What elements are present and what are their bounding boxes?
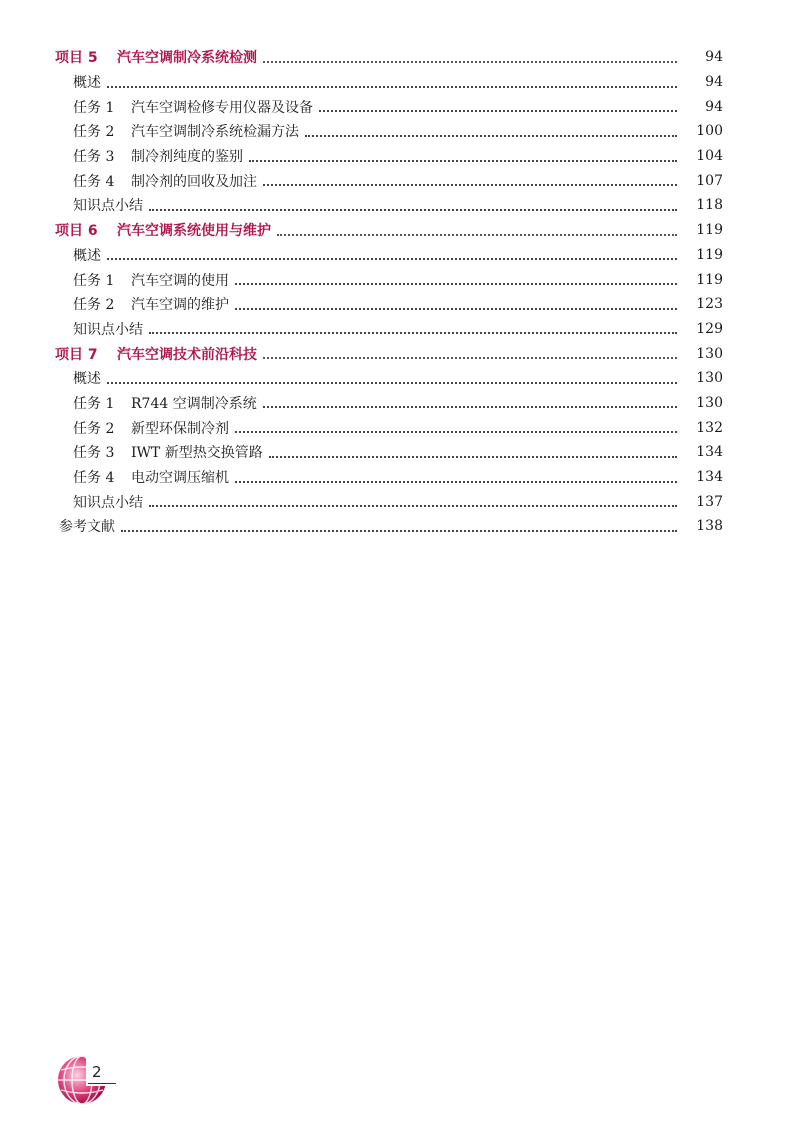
dot-leader: [107, 257, 677, 260]
dot-leader: [235, 282, 677, 285]
dot-leader: [263, 183, 677, 186]
dot-leader: [149, 504, 677, 507]
toc-entry-label: [0, 245, 101, 265]
toc-entry-title: 知识点小结: [73, 198, 143, 215]
toc-entry-label: [0, 121, 299, 141]
toc-entry-label: [0, 270, 229, 290]
toc-entry-page: 137: [696, 493, 723, 510]
toc-entry-number: 任务 2: [73, 420, 115, 437]
toc-entry-page: 100: [696, 123, 723, 140]
toc-entry[interactable]: [0, 193, 790, 218]
toc-entry-page: 119: [696, 271, 723, 288]
toc-entry-title: 制冷剂的回收及加注: [131, 173, 257, 190]
toc-entry-label: [0, 195, 143, 215]
toc-entry-title: 汽车空调检修专用仪器及设备: [131, 99, 313, 116]
toc-entry[interactable]: [0, 317, 790, 342]
dot-leader: [263, 356, 677, 359]
toc-entry-number: 任务 2: [73, 124, 115, 141]
toc-entry-title: R744 空调制冷系统: [131, 395, 257, 412]
toc-entry-label: [0, 393, 257, 413]
toc-entry-label: [0, 319, 143, 339]
toc-entry[interactable]: [0, 243, 790, 268]
toc-entry-page: 134: [696, 444, 723, 461]
toc-entry-page: 123: [696, 296, 723, 313]
toc-entry-label: [0, 516, 115, 536]
toc-entry-page: 94: [705, 49, 723, 66]
toc-entry-title: 概述: [73, 75, 101, 92]
page-number-rule: [88, 1083, 116, 1084]
toc-entry-label: [0, 47, 257, 67]
toc-entry-number: 项目 6: [55, 223, 98, 240]
dot-leader: [121, 529, 677, 532]
toc-entry-title: 新型环保制冷剂: [131, 420, 229, 437]
toc-entry-title: 汽车空调制冷系统检测: [117, 50, 257, 67]
toc-entry-number: 项目 7: [55, 346, 98, 363]
toc-project-entry[interactable]: [0, 218, 790, 243]
dot-leader: [107, 85, 677, 88]
toc-project-entry[interactable]: [0, 341, 790, 366]
toc-entry[interactable]: [0, 119, 790, 144]
dot-leader: [263, 60, 677, 63]
toc-entry-label: [0, 72, 101, 92]
toc-entry[interactable]: [0, 489, 790, 514]
dot-leader: [277, 233, 677, 236]
table-of-contents: [0, 45, 790, 539]
toc-entry-page: 130: [696, 370, 723, 387]
toc-entry-title: 汽车空调制冷系统检漏方法: [131, 124, 299, 141]
toc-entry-label: [0, 442, 263, 462]
toc-entry-title: 参考文献: [59, 519, 115, 536]
toc-entry-label: [0, 368, 101, 388]
dot-leader: [107, 381, 677, 384]
page-number: 2: [92, 1063, 102, 1081]
toc-entry-number: 任务 3: [73, 149, 115, 166]
toc-entry[interactable]: [0, 366, 790, 391]
toc-entry-label: [0, 492, 143, 512]
toc-entry[interactable]: [0, 415, 790, 440]
toc-entry-number: 任务 4: [73, 173, 115, 190]
toc-project-entry[interactable]: [0, 45, 790, 70]
toc-entry-page: 130: [696, 345, 723, 362]
toc-entry-page: 118: [696, 197, 723, 214]
toc-entry[interactable]: [0, 144, 790, 169]
toc-entry-label: [0, 220, 271, 240]
toc-references-entry[interactable]: [0, 514, 790, 539]
toc-entry-page: 130: [696, 394, 723, 411]
toc-entry-number: 任务 1: [73, 395, 115, 412]
dot-leader: [249, 159, 677, 162]
toc-entry-title: 知识点小结: [73, 494, 143, 511]
dot-leader: [269, 455, 677, 458]
toc-entry[interactable]: [0, 168, 790, 193]
dot-leader: [319, 109, 677, 112]
toc-entry-title: 汽车空调的维护: [131, 297, 229, 314]
toc-entry-number: 任务 4: [73, 470, 115, 487]
toc-entry[interactable]: [0, 70, 790, 95]
toc-entry-page: 94: [705, 98, 723, 115]
toc-entry-page: 94: [705, 74, 723, 91]
toc-entry-number: 任务 3: [73, 445, 115, 462]
toc-entry-page: 129: [696, 320, 723, 337]
toc-entry-page: 119: [696, 246, 723, 263]
toc-entry-number: 任务 1: [73, 99, 115, 116]
toc-entry-title: 制冷剂纯度的鉴别: [131, 149, 243, 166]
toc-entry[interactable]: [0, 465, 790, 490]
toc-entry-title: 概述: [73, 247, 101, 264]
toc-entry-page: 104: [696, 148, 723, 165]
dot-leader: [305, 134, 677, 137]
toc-entry-label: [0, 146, 243, 166]
toc-entry-title: 汽车空调的使用: [131, 272, 229, 289]
toc-entry[interactable]: [0, 267, 790, 292]
dot-leader: [149, 208, 677, 211]
toc-entry-page: 107: [696, 172, 723, 189]
toc-entry-label: [0, 344, 257, 364]
toc-entry-page: 138: [696, 518, 723, 535]
toc-entry-page: 134: [696, 469, 723, 486]
toc-entry-title: 知识点小结: [73, 321, 143, 338]
toc-entry-label: [0, 467, 229, 487]
toc-entry-page: 119: [696, 222, 723, 239]
dot-leader: [235, 480, 677, 483]
toc-entry-title: 汽车空调技术前沿科技: [117, 346, 257, 363]
toc-entry-title: 概述: [73, 371, 101, 388]
toc-entry-number: 任务 1: [73, 272, 115, 289]
toc-entry-title: IWT 新型热交换管路: [131, 445, 263, 462]
toc-entry-number: 项目 5: [55, 50, 98, 67]
toc-entry-title: 电动空调压缩机: [131, 470, 229, 487]
dot-leader: [235, 430, 677, 433]
toc-entry-title: 汽车空调系统使用与维护: [117, 223, 271, 240]
toc-entry-label: [0, 418, 229, 438]
toc-entry-number: 任务 2: [73, 297, 115, 314]
toc-entry-label: [0, 97, 313, 117]
toc-entry-label: [0, 294, 229, 314]
dot-leader: [149, 331, 677, 334]
toc-entry[interactable]: [0, 94, 790, 119]
globe-logo-icon: [56, 1048, 116, 1108]
toc-entry-page: 132: [696, 419, 723, 436]
toc-entry[interactable]: [0, 440, 790, 465]
toc-entry[interactable]: [0, 292, 790, 317]
dot-leader: [263, 405, 677, 408]
dot-leader: [235, 307, 677, 310]
toc-entry[interactable]: [0, 391, 790, 416]
toc-entry-label: [0, 171, 257, 191]
